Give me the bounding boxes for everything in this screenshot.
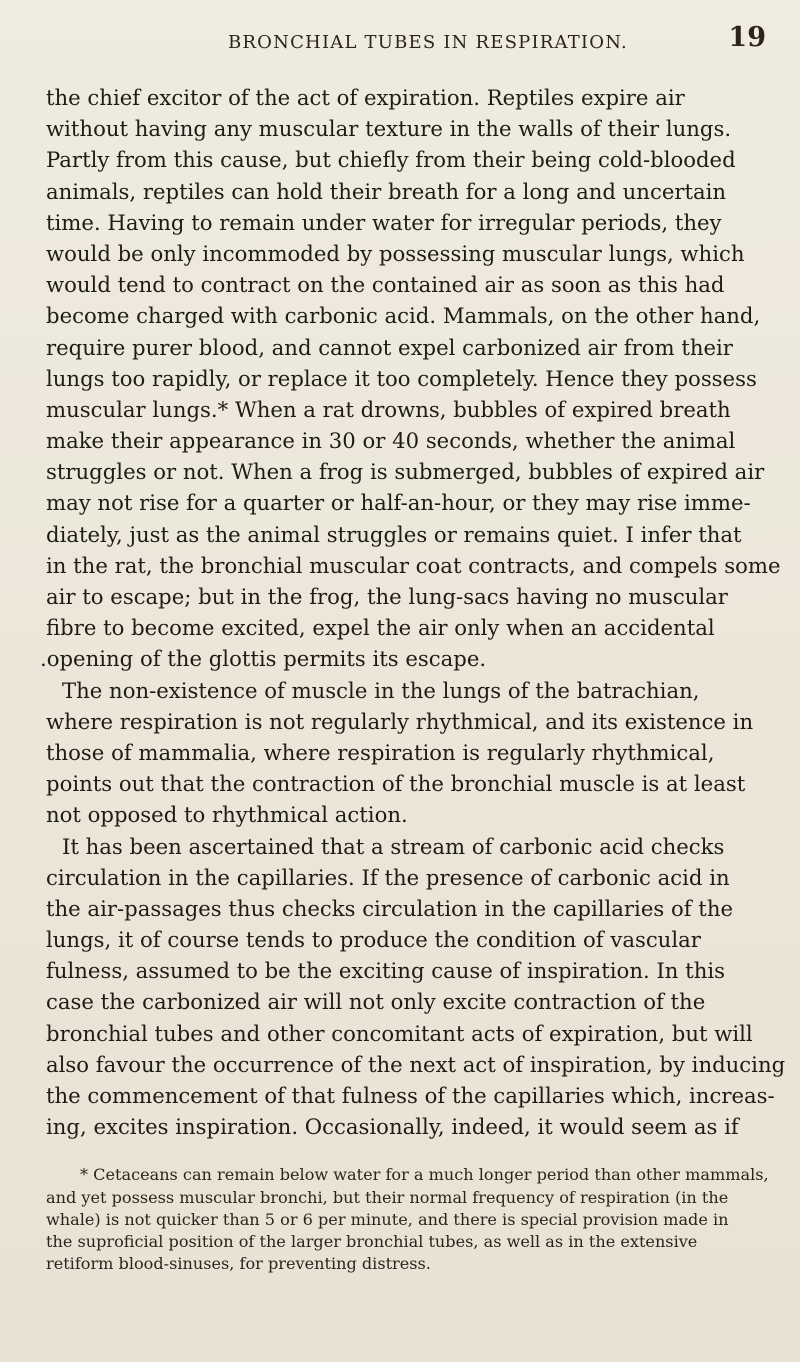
text-line: bronchial tubes and other concomitant acts of expiration, but will bbox=[46, 1020, 753, 1046]
text-line: time. Having to remain under water for irregular periods, they bbox=[46, 209, 722, 235]
text-line: struggles or not. When a frog is submerged, bubbles of expired air bbox=[46, 459, 765, 485]
text-line: the air-passages thus checks circulation in the capillaries of the bbox=[46, 895, 734, 921]
text-line: Partly from this cause, but chiefly from their being cold-blooded bbox=[46, 147, 736, 173]
footnote-line: whale) is not quicker than 5 or 6 per minute, and there is special provision made in bbox=[46, 1209, 729, 1229]
running-head bbox=[0, 22, 800, 62]
text-line: case the carbonized air will not only excite contraction of the bbox=[46, 989, 706, 1015]
running-title: BRONCHIAL TUBES IN RESPIRATION. bbox=[228, 32, 628, 53]
paragraph-start-line: The non-existence of muscle in the lungs of the batrachian, bbox=[62, 677, 700, 703]
text-line: also favour the occurrence of the next act of inspiration, by inducing bbox=[46, 1051, 786, 1077]
text-line: .opening of the glottis permits its escape. bbox=[40, 646, 487, 672]
text-line: would be only incommoded by possessing muscular lungs, which bbox=[46, 240, 745, 266]
text-line: require purer blood, and cannot expel carbonized air from their bbox=[46, 334, 733, 360]
body-text bbox=[40, 82, 786, 1142]
text-line: make their appearance in 30 or 40 seconds, whether the animal bbox=[46, 428, 736, 454]
text-line: lungs too rapidly, or replace it too completely. Hence they possess bbox=[46, 365, 757, 391]
text-line: the commencement of that fulness of the capillaries which, increas- bbox=[46, 1083, 775, 1108]
text-line: become charged with carbonic acid. Mammals, on the other hand, bbox=[46, 303, 761, 329]
text-line: without having any muscular texture in the walls of their lungs. bbox=[46, 116, 732, 142]
text-line: muscular lungs.* When a rat drowns, bubbles of expired breath bbox=[46, 396, 731, 422]
footnote-line: retiform blood-sinuses, for preventing distress. bbox=[46, 1254, 431, 1274]
text-line: where respiration is not regularly rhythmical, and its existence in bbox=[46, 708, 754, 734]
paragraph-start-line: It has been ascertained that a stream of carbonic acid checks bbox=[62, 833, 725, 859]
footnote-line: and yet possess muscular bronchi, but their normal frequency of respiration (in the bbox=[46, 1187, 729, 1207]
text-line: air to escape; but in the frog, the lung-sacs having no muscular bbox=[46, 584, 728, 609]
text-line: diately, just as the animal struggles or remains quiet. I infer that bbox=[46, 521, 742, 547]
text-line: circulation in the capillaries. If the presence of carbonic acid in bbox=[46, 864, 730, 890]
text-line: fulness, assumed to be the exciting cause of inspiration. In this bbox=[46, 958, 725, 984]
text-line: would tend to contract on the contained air as soon as this had bbox=[46, 272, 725, 298]
text-line: fibre to become excited, expel the air only when an accidental bbox=[46, 615, 715, 641]
text-line: lungs, it of course tends to produce the condition of vascular bbox=[46, 927, 701, 953]
text-line: those of mammalia, where respiration is regularly rhythmical, bbox=[46, 739, 715, 765]
text-line: in the rat, the bronchial muscular coat contracts, and compels some bbox=[46, 552, 781, 578]
text-line: animals, reptiles can hold their breath for a long and uncertain bbox=[46, 178, 727, 204]
footnote-line: the suproficial position of the larger bronchial tubes, as well as in the extensive bbox=[46, 1231, 698, 1251]
text-line: may not rise for a quarter or half-an-hour, or they may rise imme- bbox=[46, 490, 751, 516]
footnote-line: * Cetaceans can remain below water for a much longer period than other mammals, bbox=[80, 1165, 769, 1185]
text-line: not opposed to rhythmical action. bbox=[46, 802, 408, 828]
footnote bbox=[46, 1164, 769, 1275]
page-number: 19 bbox=[728, 22, 766, 53]
text-line: points out that the contraction of the bronchial muscle is at least bbox=[46, 771, 746, 797]
text-line: the chief excitor of the act of expiration. Reptiles expire air bbox=[46, 85, 685, 110]
text-line: ing, excites inspiration. Occasionally, indeed, it would seem as if bbox=[46, 1114, 739, 1140]
